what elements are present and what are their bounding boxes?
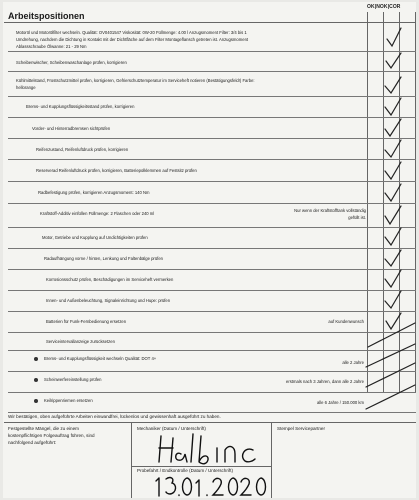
checklist-row bbox=[8, 23, 416, 52]
check-icon bbox=[385, 140, 401, 157]
bullet-icon bbox=[34, 378, 38, 382]
check-icon bbox=[385, 184, 401, 201]
checklist-row bbox=[8, 333, 416, 351]
mechanic-signature bbox=[153, 432, 263, 466]
row-text: Kraftstoff-Additiv einfüllen Füllmenge: 2 Flaschen oder 240 ml bbox=[40, 211, 155, 216]
bullet-icon bbox=[34, 357, 38, 361]
check-icon bbox=[385, 98, 401, 115]
page-title: Arbeitspositionen bbox=[8, 11, 85, 21]
strike-line bbox=[366, 363, 415, 387]
checklist-row bbox=[8, 182, 416, 204]
defects-label: nachfolgend aufgeführt: bbox=[8, 440, 57, 445]
row-text: Radaufhängung vorne / hinten, Lenkung und Faltenbälge prüfen bbox=[44, 256, 163, 261]
checklist-row bbox=[8, 393, 416, 413]
checklist-row bbox=[8, 249, 416, 270]
service-checklist-sheet bbox=[3, 2, 416, 498]
row-text: Innen- und Außenbeleuchtung, Signaleinrichtung und Hupe: prüfen bbox=[46, 298, 171, 303]
check-icon bbox=[385, 228, 401, 245]
check-icon bbox=[385, 270, 401, 287]
check-icon bbox=[386, 53, 401, 68]
check-marks bbox=[363, 23, 419, 413]
checklist-row bbox=[8, 52, 416, 72]
row-note: alle 2 Jahre bbox=[342, 360, 364, 365]
row-note: auf Kundenwunsch bbox=[328, 319, 364, 324]
bullet-icon bbox=[34, 399, 38, 403]
row-text: Reserverad Reifenluftdruck prüfen, korrigieren, Batteriepolklemmen auf Festsitz prüfen bbox=[36, 168, 197, 173]
checklist-row bbox=[8, 351, 416, 372]
footer-column-divider bbox=[131, 422, 132, 498]
row-text: Motoröl und Motorölfilter wechseln. Qualität: OV0401547 Viskosität: 0W-20 Füllmenge: 4.00 l Anzugsmoment Filter: 3/4 bis 1 bbox=[16, 30, 247, 35]
row-text: Brems- und Kupplungsflüssigkeit wechseln Qualität: DOT 4+ bbox=[44, 356, 157, 361]
row-note: gefüllt ist. bbox=[348, 215, 366, 220]
handwritten-date bbox=[153, 474, 268, 498]
checklist-row bbox=[8, 97, 416, 118]
row-text: hellorange bbox=[16, 85, 36, 90]
row-text: Umdrehung, nachdem die Dichtung in Kontakt mit der Dichtfläche auf dem Filter Montageflansch getreten ist. Anzugsmoment bbox=[16, 37, 249, 42]
checklist-row bbox=[8, 228, 416, 249]
check-icon bbox=[385, 250, 401, 266]
check-icon bbox=[385, 119, 401, 136]
check-icon bbox=[387, 28, 401, 46]
mechanic-label: Mechaniker (Datum / Unterschrift) bbox=[137, 426, 206, 431]
checklist-row bbox=[8, 312, 416, 333]
check-icon bbox=[385, 291, 401, 308]
strike-line bbox=[366, 385, 415, 409]
strike-line bbox=[368, 323, 415, 347]
checklist-row bbox=[8, 270, 416, 291]
row-text: Korrosionsschutz prüfen, Beschädigungen im Serviceheft vermerken bbox=[46, 277, 174, 282]
footer-column-divider bbox=[271, 422, 272, 498]
check-icon bbox=[385, 77, 401, 93]
footer-divider bbox=[131, 466, 271, 467]
check-icon bbox=[385, 206, 401, 224]
checklist-row bbox=[8, 291, 416, 312]
row-text: Reifenzustand, Reifenluftdruck prüfen, korrigieren bbox=[36, 147, 129, 152]
row-note: alle 6 Jahre / 150.000 km bbox=[316, 400, 364, 405]
check-icon bbox=[385, 162, 401, 179]
strike-line bbox=[366, 344, 415, 367]
checklist-row bbox=[8, 139, 416, 160]
check-icon bbox=[386, 313, 401, 329]
footer-divider bbox=[4, 422, 416, 423]
row-note: Nur wenn der Kraftstofftank vollständig bbox=[294, 208, 366, 213]
defects-label: Festgestellte Mängel, die zu einem bbox=[8, 426, 79, 431]
row-text: Radbefestigung prüfen, korrigieren Anzugsmoment: 140 Nm bbox=[38, 190, 150, 195]
row-text: Ablassschraube Ölwanne: 21 - 29 Nm bbox=[16, 44, 87, 49]
row-text: Brems- und Kupplungsflüssigkeitsstand prüfen, korrigieren bbox=[26, 104, 135, 109]
checklist-row bbox=[8, 204, 416, 228]
stamp-label: Stempel Servicepartner bbox=[277, 426, 326, 431]
row-text: Scheinwerfereinstellung prüfen bbox=[44, 377, 102, 382]
defects-label: kostenpflichtigen Folgeauftrag führen, sind bbox=[8, 433, 95, 438]
confirmation-text: Wir bestätigen, oben aufgeführte Arbeiten einwandfrei, lückenlos und gewissenhaft ausgeführt zu haben. bbox=[8, 414, 221, 419]
row-text: Batterien für Funk-Fernbedienung ersetzen bbox=[46, 319, 127, 324]
checklist-row bbox=[8, 160, 416, 182]
row-text: Vorder- und Hinterradbremsen sichtprüfen bbox=[32, 126, 111, 131]
row-text: Motor, Getriebe und Kupplung auf Undichtigkeiten prüfen bbox=[42, 235, 148, 240]
row-text: Serviceintervallanzeige zurücksetzen bbox=[46, 339, 115, 344]
testdrive-label: Probefahrt / Endkontrolle (Datum / Unterschrift) bbox=[137, 468, 233, 473]
ok-nok-cor-header: OK|NOK|COR bbox=[367, 4, 401, 10]
row-text: Keilrippenriemen ersetzen bbox=[44, 398, 93, 403]
checklist-row bbox=[8, 72, 416, 97]
checklist-row bbox=[8, 372, 416, 393]
row-note: erstmals nach 3 Jahren, dann alle 2 Jahre bbox=[286, 379, 364, 384]
row-text: Scheibenwischer, Scheibenwaschanlage prüfen, korrigieren bbox=[16, 60, 127, 65]
checklist-row bbox=[8, 118, 416, 139]
row-text: Kühlmittelstand, Frostschutzmittel prüfen, korrigieren, Gefrierschutztemperatur im Serviceheft notieren (Bestätigungsfeld!) Farbe: bbox=[16, 78, 255, 83]
